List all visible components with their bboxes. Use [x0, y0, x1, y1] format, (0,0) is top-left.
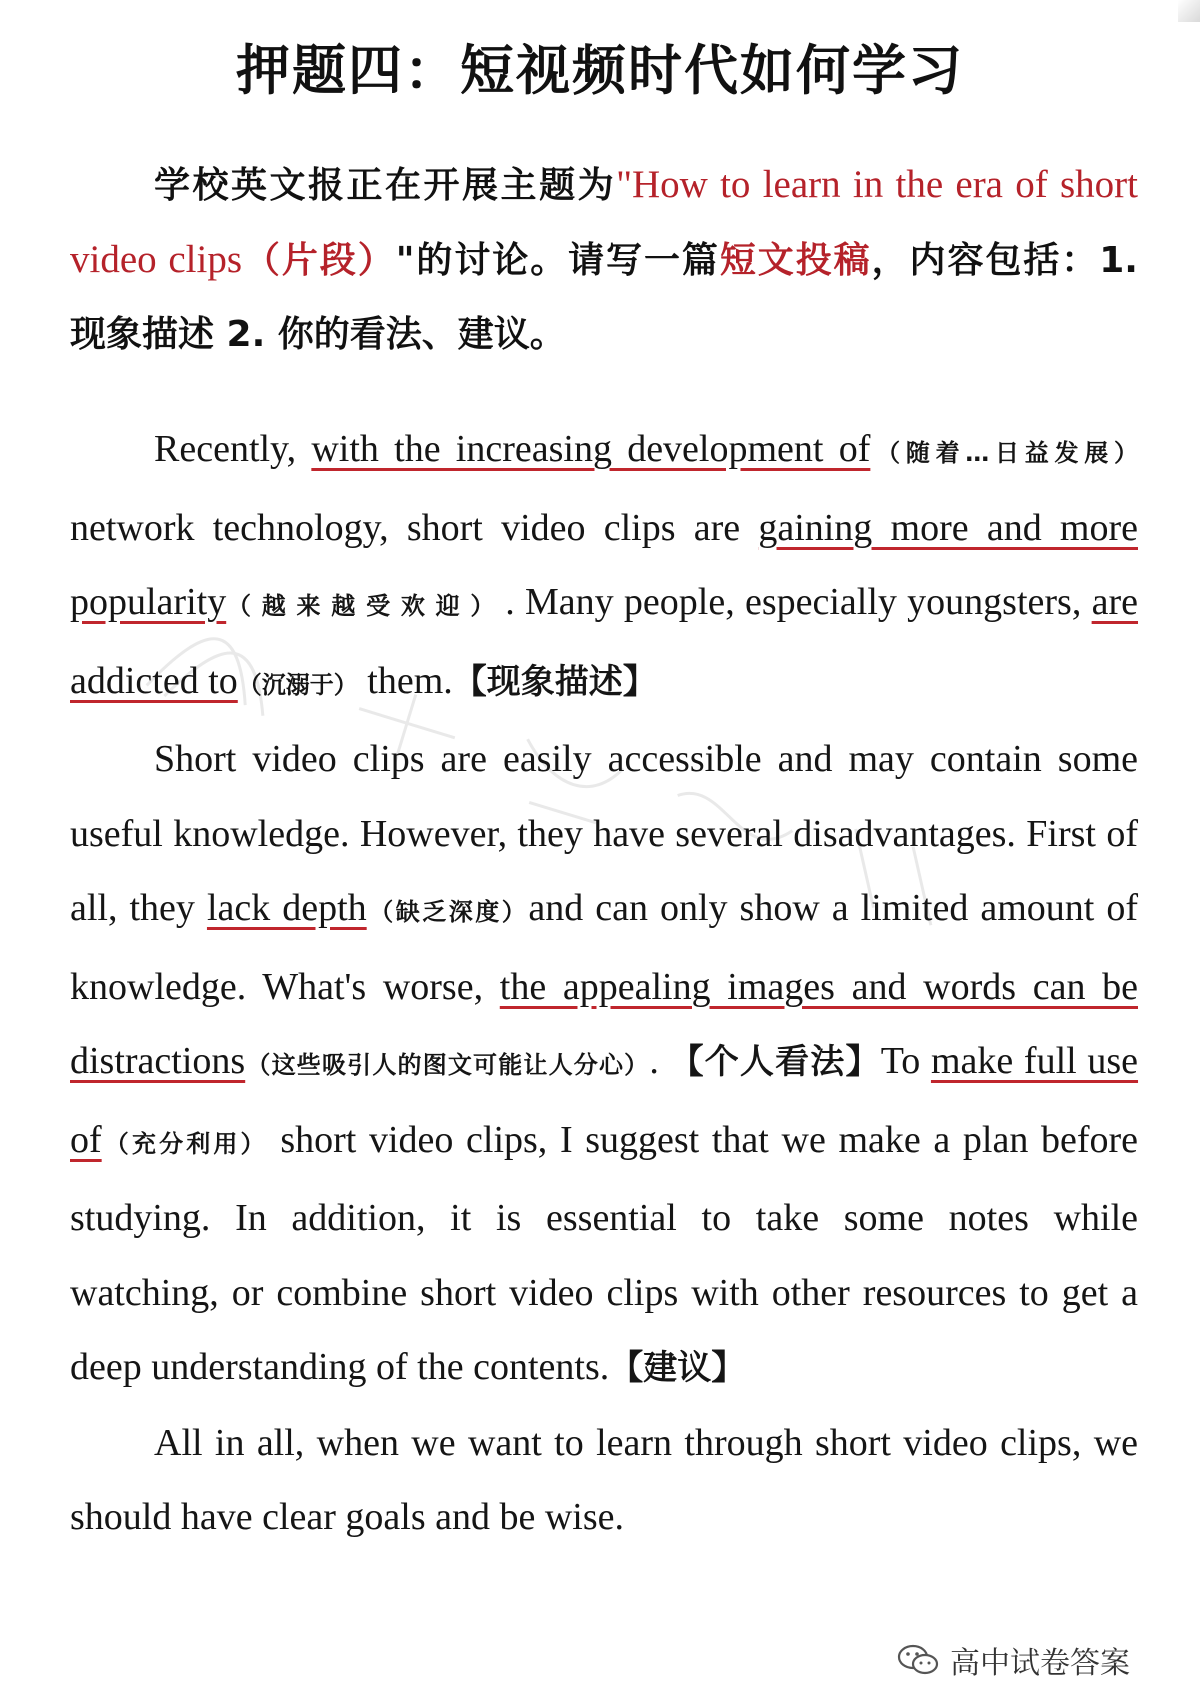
essay-p3-text-1: All in all, when we want to learn through short video clips, we should have clear goals and be wise.	[70, 1421, 1138, 1538]
phrase-make-full-use: make full use of	[70, 1040, 1139, 1161]
note-make-full-use: （充分利用）	[101, 1129, 268, 1158]
wechat-icon	[896, 1642, 940, 1678]
note-addicted-to: （沉溺于）	[237, 670, 358, 699]
essay-p2-text-3: .	[649, 1040, 670, 1082]
note-lack-depth: （缺乏深度）	[366, 898, 529, 926]
prompt-text-2-red: 短文投稿	[719, 240, 872, 281]
phrase-gaining-popularity: gaining more and more popularity	[70, 506, 1138, 623]
essay-p1-text-3: . Many people, especially youngsters,	[505, 581, 1092, 623]
essay-p2-text-5: short video clips, I suggest that we make a plan before studying. In addition, it is essential to take some notes while watching, or combine short video clips with other resources to get a deep understanding of the contents.	[70, 1118, 1139, 1388]
essay-p1-text-1: Recently,	[154, 428, 312, 470]
prompt-text-3: ，内容包括：1. 现象描述 2. 你的看法、建议。	[70, 240, 1138, 355]
phrase-lack-depth: lack depth	[206, 887, 367, 929]
prompt-text-1: 学校英文报正在开展主题为	[154, 165, 617, 206]
tag-phenomenon: 【现象描述】	[452, 661, 657, 702]
tag-opinion: 【个人看法】	[669, 1042, 881, 1082]
prompt-topic-note: （片段）	[242, 240, 396, 281]
essay-p2-text-1: Short video clips are easily accessible and may contain some useful knowledge. However, they have several disadvantages. First of all, they	[70, 738, 1138, 929]
essay-p1-text-4: them.	[357, 659, 453, 702]
task-prompt	[70, 148, 1138, 372]
source-label: 高中试卷答案	[950, 1646, 1130, 1681]
note-distractions: （这些吸引人的图文可能让人分心）	[245, 1051, 650, 1079]
page-title: 押题四：短视频时代如何学习	[236, 39, 964, 102]
prompt-text-2: "的讨论。请写一篇	[395, 240, 720, 281]
tag-suggestion: 【建议】	[609, 1348, 746, 1388]
essay-p1-text-2: network technology, short video clips are	[70, 506, 759, 549]
essay-paragraph-3	[70, 1406, 1138, 1555]
note-gaining-popularity: （越来越受欢迎）	[226, 592, 506, 620]
essay-paragraph-1	[70, 412, 1138, 722]
essay-p2-text-2: and can only show a limited amount of knowledge. What's worse,	[70, 887, 1139, 1008]
note-increasing-development: （随着…日益发展）	[870, 439, 1138, 467]
phrase-distractions: the appealing images and words can be distractions	[70, 965, 1138, 1082]
phrase-increasing-development: with the increasing development of	[311, 428, 871, 470]
essay-p2-text-4: To	[880, 1040, 931, 1082]
sample-essay	[70, 412, 1138, 1555]
prompt-topic-en: "How to learn in the era of short video clips	[70, 163, 1138, 281]
essay-paragraph-2	[70, 722, 1138, 1406]
scan-edge-decoration	[1178, 0, 1200, 22]
phrase-addicted-to: are addicted to	[70, 581, 1139, 702]
source-watermark	[896, 1640, 1130, 1680]
